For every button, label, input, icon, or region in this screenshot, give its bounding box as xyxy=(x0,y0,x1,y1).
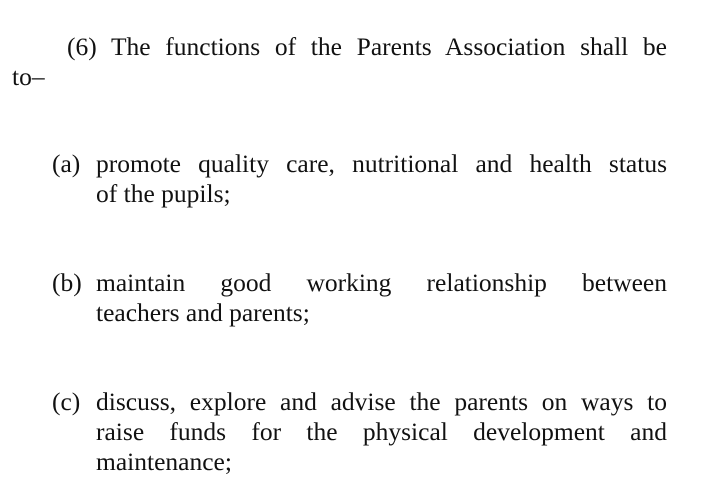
list-item-line: maintain good working relationship between xyxy=(96,268,667,297)
list-marker-a: (a) xyxy=(52,149,81,178)
list-item-text-b xyxy=(96,268,667,328)
clause-intro xyxy=(12,32,667,92)
list-item-line: of the pupils; xyxy=(96,179,231,208)
list-item-line: promote quality care, nutritional and health status xyxy=(96,149,667,178)
list-item-a xyxy=(52,149,667,209)
list-item-text-c xyxy=(96,387,667,477)
clause-intro-continuation: to– xyxy=(12,62,45,91)
list-item-line: teachers and parents; xyxy=(96,298,310,327)
list-item-c xyxy=(52,387,667,477)
clause-intro-line: (6) The functions of the Parents Association shall be xyxy=(67,32,667,61)
list-item-line: raise funds for the physical development and xyxy=(96,417,667,446)
list-marker-b: (b) xyxy=(52,268,82,297)
list-marker-c: (c) xyxy=(52,387,81,416)
list-item-line: discuss, explore and advise the parents on ways to xyxy=(96,387,667,416)
list-item-b xyxy=(52,268,667,328)
list-item-text-a xyxy=(96,149,667,209)
list-item-line: maintenance; xyxy=(96,447,232,476)
